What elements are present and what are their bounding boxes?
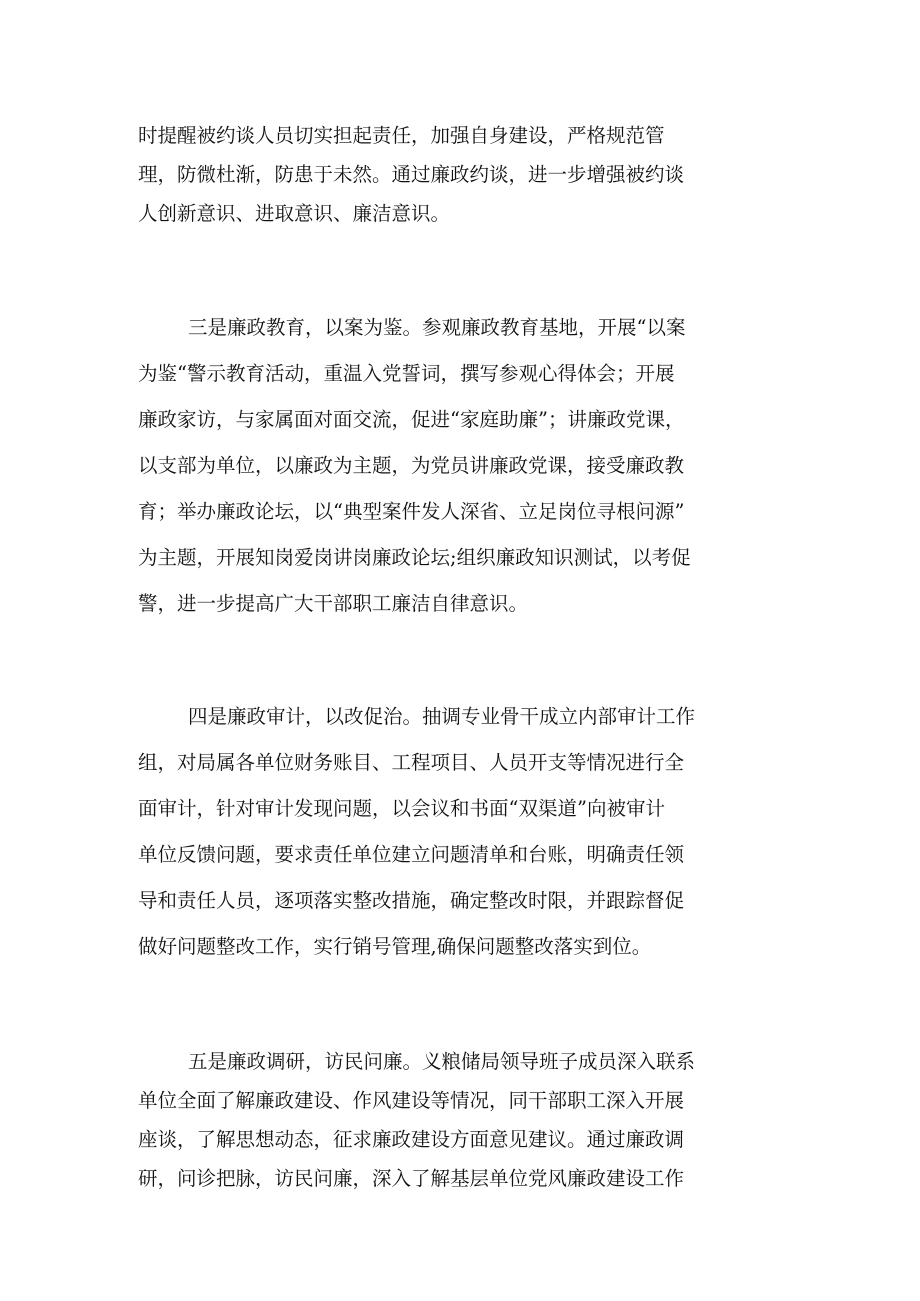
- text-line: 理，防微杜渐，防患于未然。通过廉政约谈，进一步增强被约谈: [138, 163, 685, 186]
- text-line: 警，进一步提高广大干部职工廉洁自律意识。: [138, 592, 529, 615]
- text-line: 做好问题整改工作，实行销号管理,确保问题整改落实到位。: [138, 935, 652, 958]
- text-line: 人创新意识、进取意识、廉洁意识。: [138, 202, 451, 225]
- text-line: 为鉴“警示教育活动，重温入党誓词，撰写参观心得体会；开展: [138, 362, 675, 385]
- text-line: 单位反馈问题，要求责任单位建立问题清单和台账，明确责任领: [138, 843, 685, 866]
- text-line: 单位全面了解廉政建设、作风建设等情况，同干部职工深入开展: [138, 1089, 685, 1112]
- text-line: 以支部为单位，以廉政为主题，为党员讲廉政党课，接受廉政教: [138, 454, 685, 477]
- text-line: 面审计，针对审计发现问题，以会议和书面“双渠道”向被审计: [138, 797, 665, 820]
- text-line: 时提醒被约谈人员切实担起责任，加强自身建设，严格规范管: [138, 124, 665, 147]
- text-line: 研，问诊把脉，访民问廉，深入了解基层单位党风廉政建设工作: [138, 1167, 685, 1190]
- text-line: 三是廉政教育，以案为鉴。参观廉政教育基地，开展“以案: [188, 316, 686, 339]
- text-line: 廉政家访，与家属面对面交流，促进“家庭助廉”；讲廉政党课，: [138, 408, 685, 431]
- paragraph-1: [138, 126, 788, 243]
- paragraph-4: [138, 1052, 788, 1208]
- text-line: 座谈，了解思想动态，征求廉政建设方面意见建议。通过廉政调: [138, 1128, 685, 1151]
- paragraph-2: [138, 318, 788, 640]
- text-line: 五是廉政调研，访民问廉。义粮储局领导班子成员深入联系: [188, 1050, 696, 1073]
- text-line: 育；举办廉政论坛，以“典型案件发人深省、立足岗位寻根问源”: [138, 500, 685, 523]
- text-line: 为主题，开展知岗爱岗讲岗廉政论坛;组织廉政知识测试，以考促: [138, 546, 691, 569]
- text-line: 导和责任人员，逐项落实整改措施，确定整改时限，并跟踪督促: [138, 889, 685, 912]
- paragraph-3: [138, 707, 788, 983]
- text-line: 四是廉政审计，以改促治。抽调专业骨干成立内部审计工作: [188, 705, 696, 728]
- text-line: 组，对局属各单位财务账目、工程项目、人员开支等情况进行全: [138, 751, 685, 774]
